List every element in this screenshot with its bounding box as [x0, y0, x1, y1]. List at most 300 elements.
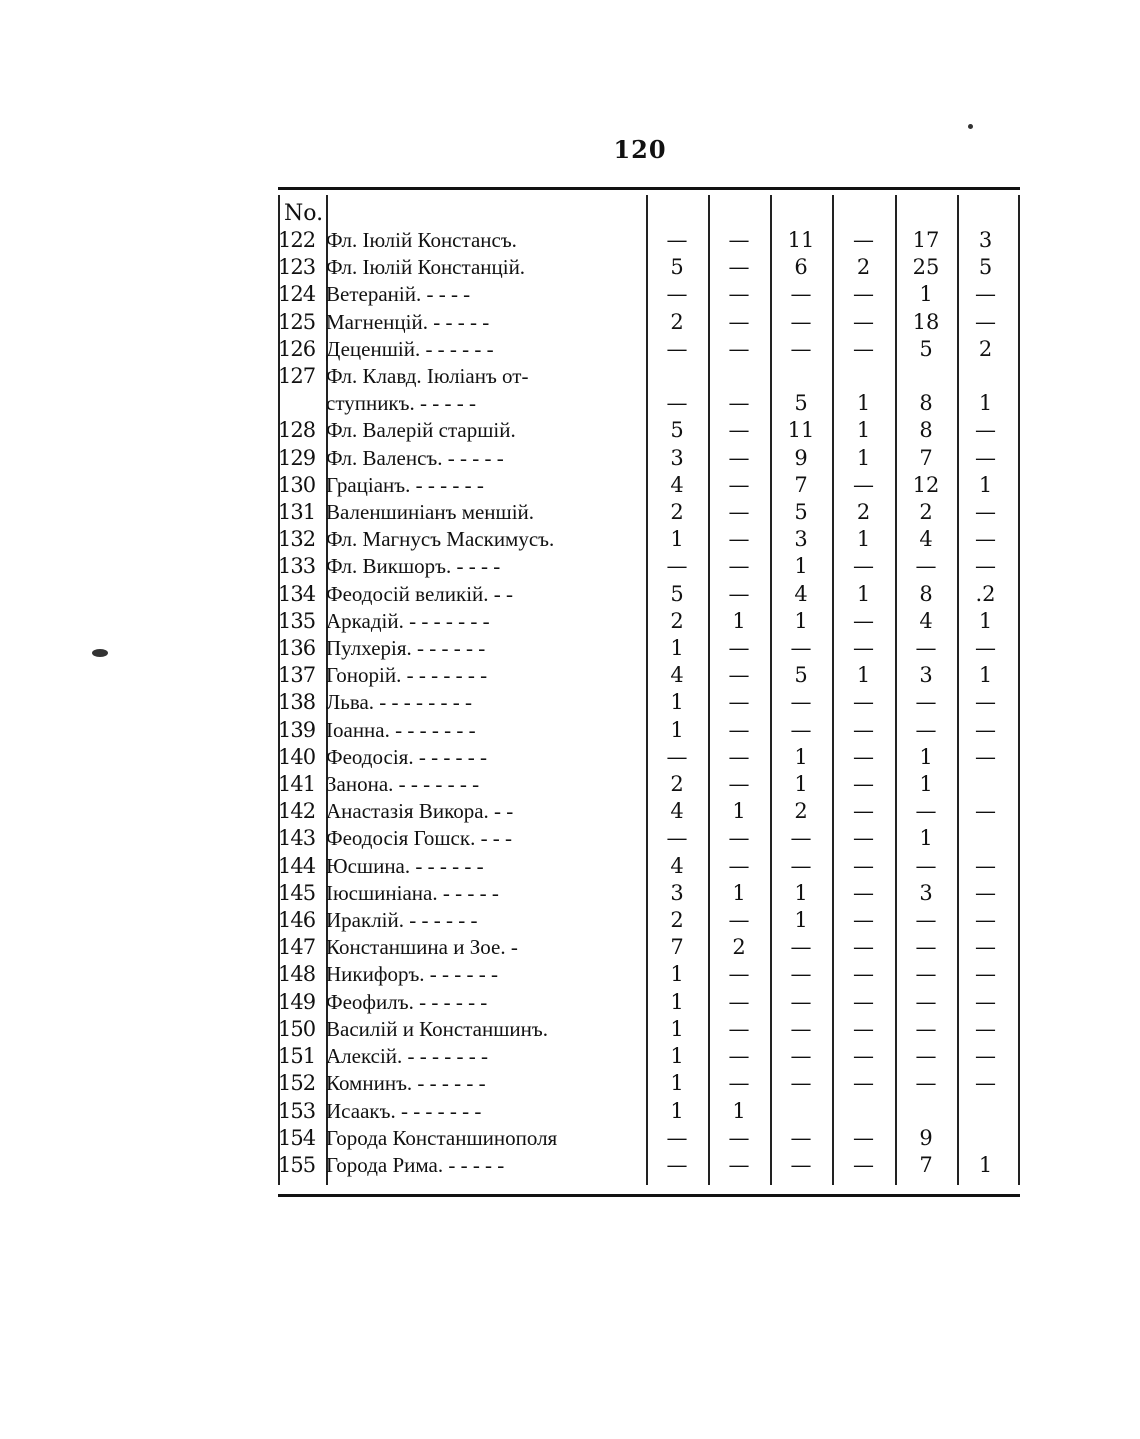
- table-row: [278, 281, 1014, 308]
- value-cell: —: [853, 336, 874, 361]
- table-row: [278, 526, 1014, 553]
- value-cell: 4: [670, 853, 684, 878]
- value-cell: —: [728, 336, 750, 361]
- value-cell: 3: [919, 663, 933, 688]
- value-cell: 8: [919, 418, 933, 443]
- value-cell: —: [728, 1125, 750, 1150]
- value-cell: 2: [856, 255, 871, 280]
- value-cell: 1: [670, 1071, 684, 1096]
- row-number: 148: [278, 962, 316, 987]
- ruler-name: Магненцій. - - - - -: [326, 309, 490, 334]
- table-row: [278, 1070, 1014, 1097]
- value-cell: 2: [670, 500, 684, 525]
- table-row: [278, 1098, 1014, 1125]
- value-cell: 1: [732, 608, 746, 633]
- value-cell: —: [975, 690, 996, 715]
- table-row: [278, 1016, 1014, 1043]
- value-cell: —: [666, 554, 688, 579]
- row-number: 134: [278, 581, 316, 606]
- value-cell: [957, 1098, 1014, 1125]
- value-cell: 1: [978, 608, 993, 633]
- value-cell: —: [728, 989, 750, 1014]
- value-cell: —: [915, 636, 937, 661]
- ruler-name: Фл. Іюлій Констанцій.: [326, 255, 526, 280]
- value-cell: 3: [794, 527, 808, 552]
- value-cell: [708, 363, 770, 390]
- value-cell: 1: [670, 527, 684, 552]
- value-cell: 1: [794, 908, 808, 933]
- ruler-name: Фл. Магнусъ Маскимусъ.: [326, 527, 555, 552]
- value-cell: —: [666, 391, 688, 416]
- value-cell: 1: [978, 391, 993, 416]
- table-row: [278, 363, 1014, 390]
- row-number: 150: [278, 1016, 316, 1041]
- value-cell: 2: [732, 935, 746, 960]
- value-cell: 9: [794, 445, 808, 470]
- value-cell: 5: [919, 336, 933, 361]
- value-cell: 1: [794, 880, 808, 905]
- table-row: [278, 608, 1014, 635]
- value-cell: —: [728, 717, 750, 742]
- value-cell: —: [975, 309, 996, 334]
- value-cell: 1: [670, 636, 684, 661]
- ruler-name: Города Констаншинополя: [326, 1125, 558, 1150]
- ruler-name: Юсшина. - - - - - -: [326, 853, 484, 878]
- value-cell: —: [853, 772, 874, 797]
- value-cell: —: [975, 908, 996, 933]
- value-cell: —: [728, 1152, 750, 1177]
- value-cell: 1: [670, 1016, 684, 1041]
- value-cell: —: [975, 989, 996, 1014]
- value-cell: 9: [919, 1125, 933, 1150]
- table-row: [278, 1152, 1014, 1179]
- value-cell: —: [915, 554, 937, 579]
- value-cell: 17: [912, 228, 940, 252]
- ruler-name: Аркадій. - - - - - - -: [326, 608, 490, 633]
- ruler-name: Ираклій. - - - - - -: [326, 908, 478, 933]
- value-cell: 18: [912, 309, 940, 334]
- value-cell: 11: [787, 228, 815, 252]
- value-cell: 3: [670, 880, 684, 905]
- value-cell: —: [790, 717, 812, 742]
- ruler-name: Льва. - - - - - - - -: [326, 690, 472, 715]
- row-number: 142: [278, 799, 316, 824]
- row-number: 135: [278, 608, 316, 633]
- value-cell: 1: [978, 663, 993, 688]
- value-cell: —: [975, 554, 996, 579]
- row-number: 143: [278, 826, 316, 851]
- value-cell: 5: [794, 663, 808, 688]
- value-cell: —: [728, 1071, 750, 1096]
- table-row: [278, 445, 1014, 472]
- value-cell: —: [853, 636, 874, 661]
- ink-speck: [968, 124, 973, 129]
- value-cell: —: [790, 1152, 812, 1177]
- row-number: 138: [278, 690, 316, 715]
- value-cell: 8: [919, 581, 933, 606]
- value-cell: —: [728, 1016, 750, 1041]
- row-number: 133: [278, 554, 316, 579]
- coin-ledger-table: [278, 227, 1014, 1179]
- table-row: [278, 635, 1014, 662]
- table-row: [278, 254, 1014, 281]
- value-cell: —: [853, 228, 874, 252]
- value-cell: 5: [794, 391, 808, 416]
- value-cell: —: [666, 1152, 688, 1177]
- value-cell: —: [915, 962, 937, 987]
- ruler-name: Пулхерія. - - - - - -: [326, 636, 486, 661]
- value-cell: —: [915, 1044, 937, 1069]
- table-row: [278, 880, 1014, 907]
- value-cell: 3: [919, 880, 933, 905]
- value-cell: [957, 771, 1014, 798]
- value-cell: 4: [670, 472, 684, 497]
- value-cell: 1: [856, 391, 871, 416]
- row-number: 123: [278, 255, 316, 280]
- value-cell: —: [728, 418, 750, 443]
- value-cell: 1: [670, 962, 684, 987]
- value-cell: 11: [787, 418, 815, 443]
- value-cell: —: [975, 445, 996, 470]
- value-cell: 4: [670, 799, 684, 824]
- value-cell: —: [728, 554, 750, 579]
- value-cell: —: [853, 1044, 874, 1069]
- ruler-name: Гонорій. - - - - - - -: [326, 663, 488, 688]
- value-cell: 6: [794, 255, 808, 280]
- value-cell: 4: [919, 527, 933, 552]
- value-cell: —: [728, 1044, 750, 1069]
- value-cell: —: [728, 636, 750, 661]
- value-cell: 1: [732, 880, 746, 905]
- value-cell: —: [915, 690, 937, 715]
- row-number: [278, 390, 326, 417]
- value-cell: —: [728, 391, 750, 416]
- value-cell: [770, 1098, 832, 1125]
- value-cell: 7: [670, 935, 684, 960]
- row-number: 146: [278, 908, 316, 933]
- ruler-name: Фл. Викшоръ. - - - -: [326, 554, 501, 579]
- table-row: [278, 581, 1014, 608]
- table-row: [278, 553, 1014, 580]
- value-cell: —: [790, 962, 812, 987]
- value-cell: 2: [670, 309, 684, 334]
- value-cell: [895, 1098, 957, 1125]
- table-row: [278, 744, 1014, 771]
- ruler-name: Феофилъ. - - - - - -: [326, 989, 488, 1014]
- ruler-name: Валеншиніанъ меншій.: [326, 500, 535, 525]
- ruler-name: Феодосія. - - - - - -: [326, 744, 488, 769]
- value-cell: —: [853, 744, 874, 769]
- value-cell: —: [975, 962, 996, 987]
- ruler-name: Города Рима. - - - - -: [326, 1152, 505, 1177]
- value-cell: 1: [794, 772, 808, 797]
- table-row: [278, 717, 1014, 744]
- value-cell: 12: [912, 472, 940, 497]
- value-cell: —: [790, 989, 812, 1014]
- value-cell: .2: [975, 581, 996, 606]
- value-cell: —: [915, 1016, 937, 1041]
- ruler-name: Занона. - - - - - - -: [326, 772, 480, 797]
- value-cell: 1: [856, 445, 871, 470]
- value-cell: 1: [670, 1098, 684, 1123]
- value-cell: —: [975, 853, 996, 878]
- value-cell: 2: [670, 772, 684, 797]
- value-cell: —: [728, 908, 750, 933]
- value-cell: 3: [978, 228, 993, 252]
- value-cell: —: [975, 880, 996, 905]
- value-cell: —: [728, 472, 750, 497]
- value-cell: 25: [912, 255, 940, 280]
- row-number: 147: [278, 935, 316, 960]
- ruler-name: Констаншина и Зое. -: [326, 935, 518, 960]
- value-cell: —: [790, 636, 812, 661]
- value-cell: —: [728, 962, 750, 987]
- value-cell: 1: [919, 772, 933, 797]
- ruler-name: Василій и Констаншинъ.: [326, 1016, 548, 1041]
- value-cell: 1: [978, 1152, 993, 1177]
- table-row: [278, 689, 1014, 716]
- ruler-name: Комнинъ. - - - - - -: [326, 1071, 486, 1096]
- ruler-name: Фл. Клавд. Іюліанъ от-: [326, 364, 529, 389]
- ruler-name: Феодосій великій. - -: [326, 581, 514, 606]
- value-cell: 7: [919, 1152, 933, 1177]
- value-cell: 2: [856, 500, 871, 525]
- value-cell: —: [728, 744, 750, 769]
- value-cell: —: [975, 744, 996, 769]
- value-cell: —: [975, 500, 996, 525]
- value-cell: —: [853, 309, 874, 334]
- number-column-header: No.: [284, 201, 324, 226]
- table-row: [278, 227, 1014, 254]
- table-row: [278, 934, 1014, 961]
- value-cell: [646, 363, 708, 390]
- value-cell: —: [790, 853, 812, 878]
- value-cell: [832, 1098, 895, 1125]
- value-cell: —: [853, 1016, 874, 1041]
- value-cell: [957, 1125, 1014, 1152]
- value-cell: —: [666, 336, 688, 361]
- value-cell: 1: [978, 472, 993, 497]
- value-cell: —: [666, 282, 688, 307]
- value-cell: [832, 363, 895, 390]
- ruler-name: Фл. Валенсъ. - - - - -: [326, 445, 504, 470]
- value-cell: —: [853, 282, 874, 307]
- value-cell: [957, 363, 1014, 390]
- value-cell: 4: [919, 608, 933, 633]
- value-cell: [957, 825, 1014, 852]
- table-row: [278, 1043, 1014, 1070]
- row-number: 137: [278, 663, 316, 688]
- value-cell: —: [975, 282, 996, 307]
- ruler-name: Алексій. - - - - - - -: [326, 1044, 488, 1069]
- value-cell: 1: [732, 1098, 746, 1123]
- value-cell: —: [790, 1071, 812, 1096]
- ledger-table-frame: [278, 187, 1020, 1197]
- value-cell: —: [728, 309, 750, 334]
- row-number: 149: [278, 989, 316, 1014]
- value-cell: —: [975, 1016, 996, 1041]
- value-cell: —: [853, 826, 874, 851]
- value-cell: —: [728, 826, 750, 851]
- value-cell: —: [853, 690, 874, 715]
- value-cell: —: [666, 744, 688, 769]
- value-cell: 4: [794, 581, 808, 606]
- value-cell: —: [728, 527, 750, 552]
- ruler-name: Іюсшиніана. - - - - -: [326, 880, 499, 905]
- value-cell: 1: [670, 717, 684, 742]
- table-row: [278, 662, 1014, 689]
- value-cell: 5: [670, 418, 684, 443]
- value-cell: —: [853, 1125, 874, 1150]
- table-row: [278, 499, 1014, 526]
- value-cell: —: [975, 935, 996, 960]
- value-cell: [770, 363, 832, 390]
- value-cell: 1: [919, 826, 933, 851]
- value-cell: 8: [919, 391, 933, 416]
- value-cell: —: [666, 1125, 688, 1150]
- value-cell: —: [915, 853, 937, 878]
- table-row: [278, 1125, 1014, 1152]
- value-cell: —: [728, 581, 750, 606]
- value-cell: 5: [670, 581, 684, 606]
- row-number: 151: [278, 1044, 316, 1069]
- value-cell: —: [790, 309, 812, 334]
- value-cell: —: [728, 282, 750, 307]
- value-cell: —: [853, 554, 874, 579]
- value-cell: 1: [856, 663, 871, 688]
- value-cell: 1: [670, 690, 684, 715]
- value-cell: —: [728, 663, 750, 688]
- value-cell: —: [853, 880, 874, 905]
- value-cell: 1: [794, 608, 808, 633]
- value-cell: —: [975, 1044, 996, 1069]
- row-number: 122: [278, 228, 316, 252]
- row-number: 128: [278, 418, 316, 443]
- row-number: 144: [278, 853, 316, 878]
- value-cell: 1: [670, 989, 684, 1014]
- value-cell: —: [915, 717, 937, 742]
- value-cell: —: [728, 690, 750, 715]
- row-number: 132: [278, 527, 316, 552]
- value-cell: —: [790, 826, 812, 851]
- value-cell: —: [853, 935, 874, 960]
- table-row: [278, 853, 1014, 880]
- ink-blot: [92, 649, 108, 657]
- value-cell: —: [790, 690, 812, 715]
- value-cell: 1: [856, 418, 871, 443]
- value-cell: 1: [919, 282, 933, 307]
- value-cell: —: [666, 228, 688, 252]
- value-cell: 1: [919, 744, 933, 769]
- value-cell: 2: [978, 336, 993, 361]
- ruler-name: Никифоръ. - - - - - -: [326, 962, 499, 987]
- table-row: [278, 472, 1014, 499]
- value-cell: —: [853, 472, 874, 497]
- value-cell: —: [790, 336, 812, 361]
- row-number: 125: [278, 309, 316, 334]
- value-cell: —: [853, 962, 874, 987]
- ruler-name: Феодосія Гошск. - - -: [326, 826, 513, 851]
- value-cell: 1: [732, 799, 746, 824]
- table-row: [278, 989, 1014, 1016]
- value-cell: 1: [856, 527, 871, 552]
- value-cell: —: [790, 935, 812, 960]
- value-cell: —: [853, 853, 874, 878]
- table-bottom-rule: [278, 1194, 1020, 1197]
- value-cell: 5: [978, 255, 993, 280]
- value-cell: —: [915, 1071, 937, 1096]
- table-row: [278, 417, 1014, 444]
- value-cell: —: [790, 1044, 812, 1069]
- page-number: 120: [613, 135, 667, 164]
- value-cell: 2: [670, 908, 684, 933]
- value-cell: —: [975, 636, 996, 661]
- row-number: 126: [278, 336, 316, 361]
- value-cell: 7: [794, 472, 808, 497]
- value-cell: —: [853, 908, 874, 933]
- value-cell: —: [728, 445, 750, 470]
- ruler-name: Исаакъ. - - - - - - -: [326, 1098, 482, 1123]
- table-row: [278, 798, 1014, 825]
- value-cell: —: [915, 989, 937, 1014]
- ruler-name: Фл. Валерій старшій.: [326, 418, 516, 443]
- row-number: 124: [278, 282, 316, 307]
- ruler-name: Граціанъ. - - - - - -: [326, 472, 484, 497]
- value-cell: —: [790, 282, 812, 307]
- value-cell: 5: [670, 255, 684, 280]
- value-cell: —: [915, 935, 937, 960]
- value-cell: [895, 363, 957, 390]
- row-number: 145: [278, 880, 316, 905]
- row-number: 131: [278, 500, 316, 525]
- row-number: 141: [278, 772, 316, 797]
- value-cell: —: [728, 500, 750, 525]
- ruler-name: Деценшій. - - - - - -: [326, 336, 494, 361]
- row-number: 140: [278, 744, 316, 769]
- value-cell: —: [915, 799, 937, 824]
- value-cell: —: [666, 826, 688, 851]
- value-cell: 5: [794, 500, 808, 525]
- value-cell: —: [853, 1071, 874, 1096]
- value-cell: —: [853, 1152, 874, 1177]
- table-row: [278, 390, 1014, 417]
- value-cell: 4: [670, 663, 684, 688]
- value-cell: —: [853, 608, 874, 633]
- value-cell: —: [915, 908, 937, 933]
- table-row: [278, 907, 1014, 934]
- value-cell: —: [975, 1071, 996, 1096]
- row-number: 129: [278, 445, 316, 470]
- value-cell: —: [790, 1016, 812, 1041]
- table-border-right: [1018, 195, 1020, 1185]
- value-cell: —: [790, 1125, 812, 1150]
- value-cell: 1: [670, 1044, 684, 1069]
- row-number: 155: [278, 1152, 316, 1177]
- row-number: 154: [278, 1125, 316, 1150]
- table-row: [278, 825, 1014, 852]
- ruler-name: Ветераній. - - - -: [326, 282, 471, 307]
- row-number: 127: [278, 364, 316, 389]
- value-cell: —: [975, 799, 996, 824]
- value-cell: —: [853, 717, 874, 742]
- table-top-rule: [278, 187, 1020, 190]
- value-cell: —: [975, 418, 996, 443]
- value-cell: 2: [670, 608, 684, 633]
- table-row: [278, 336, 1014, 363]
- row-number: 152: [278, 1071, 316, 1096]
- ruler-name: ступникъ. - - - - -: [326, 391, 476, 416]
- value-cell: —: [728, 228, 750, 252]
